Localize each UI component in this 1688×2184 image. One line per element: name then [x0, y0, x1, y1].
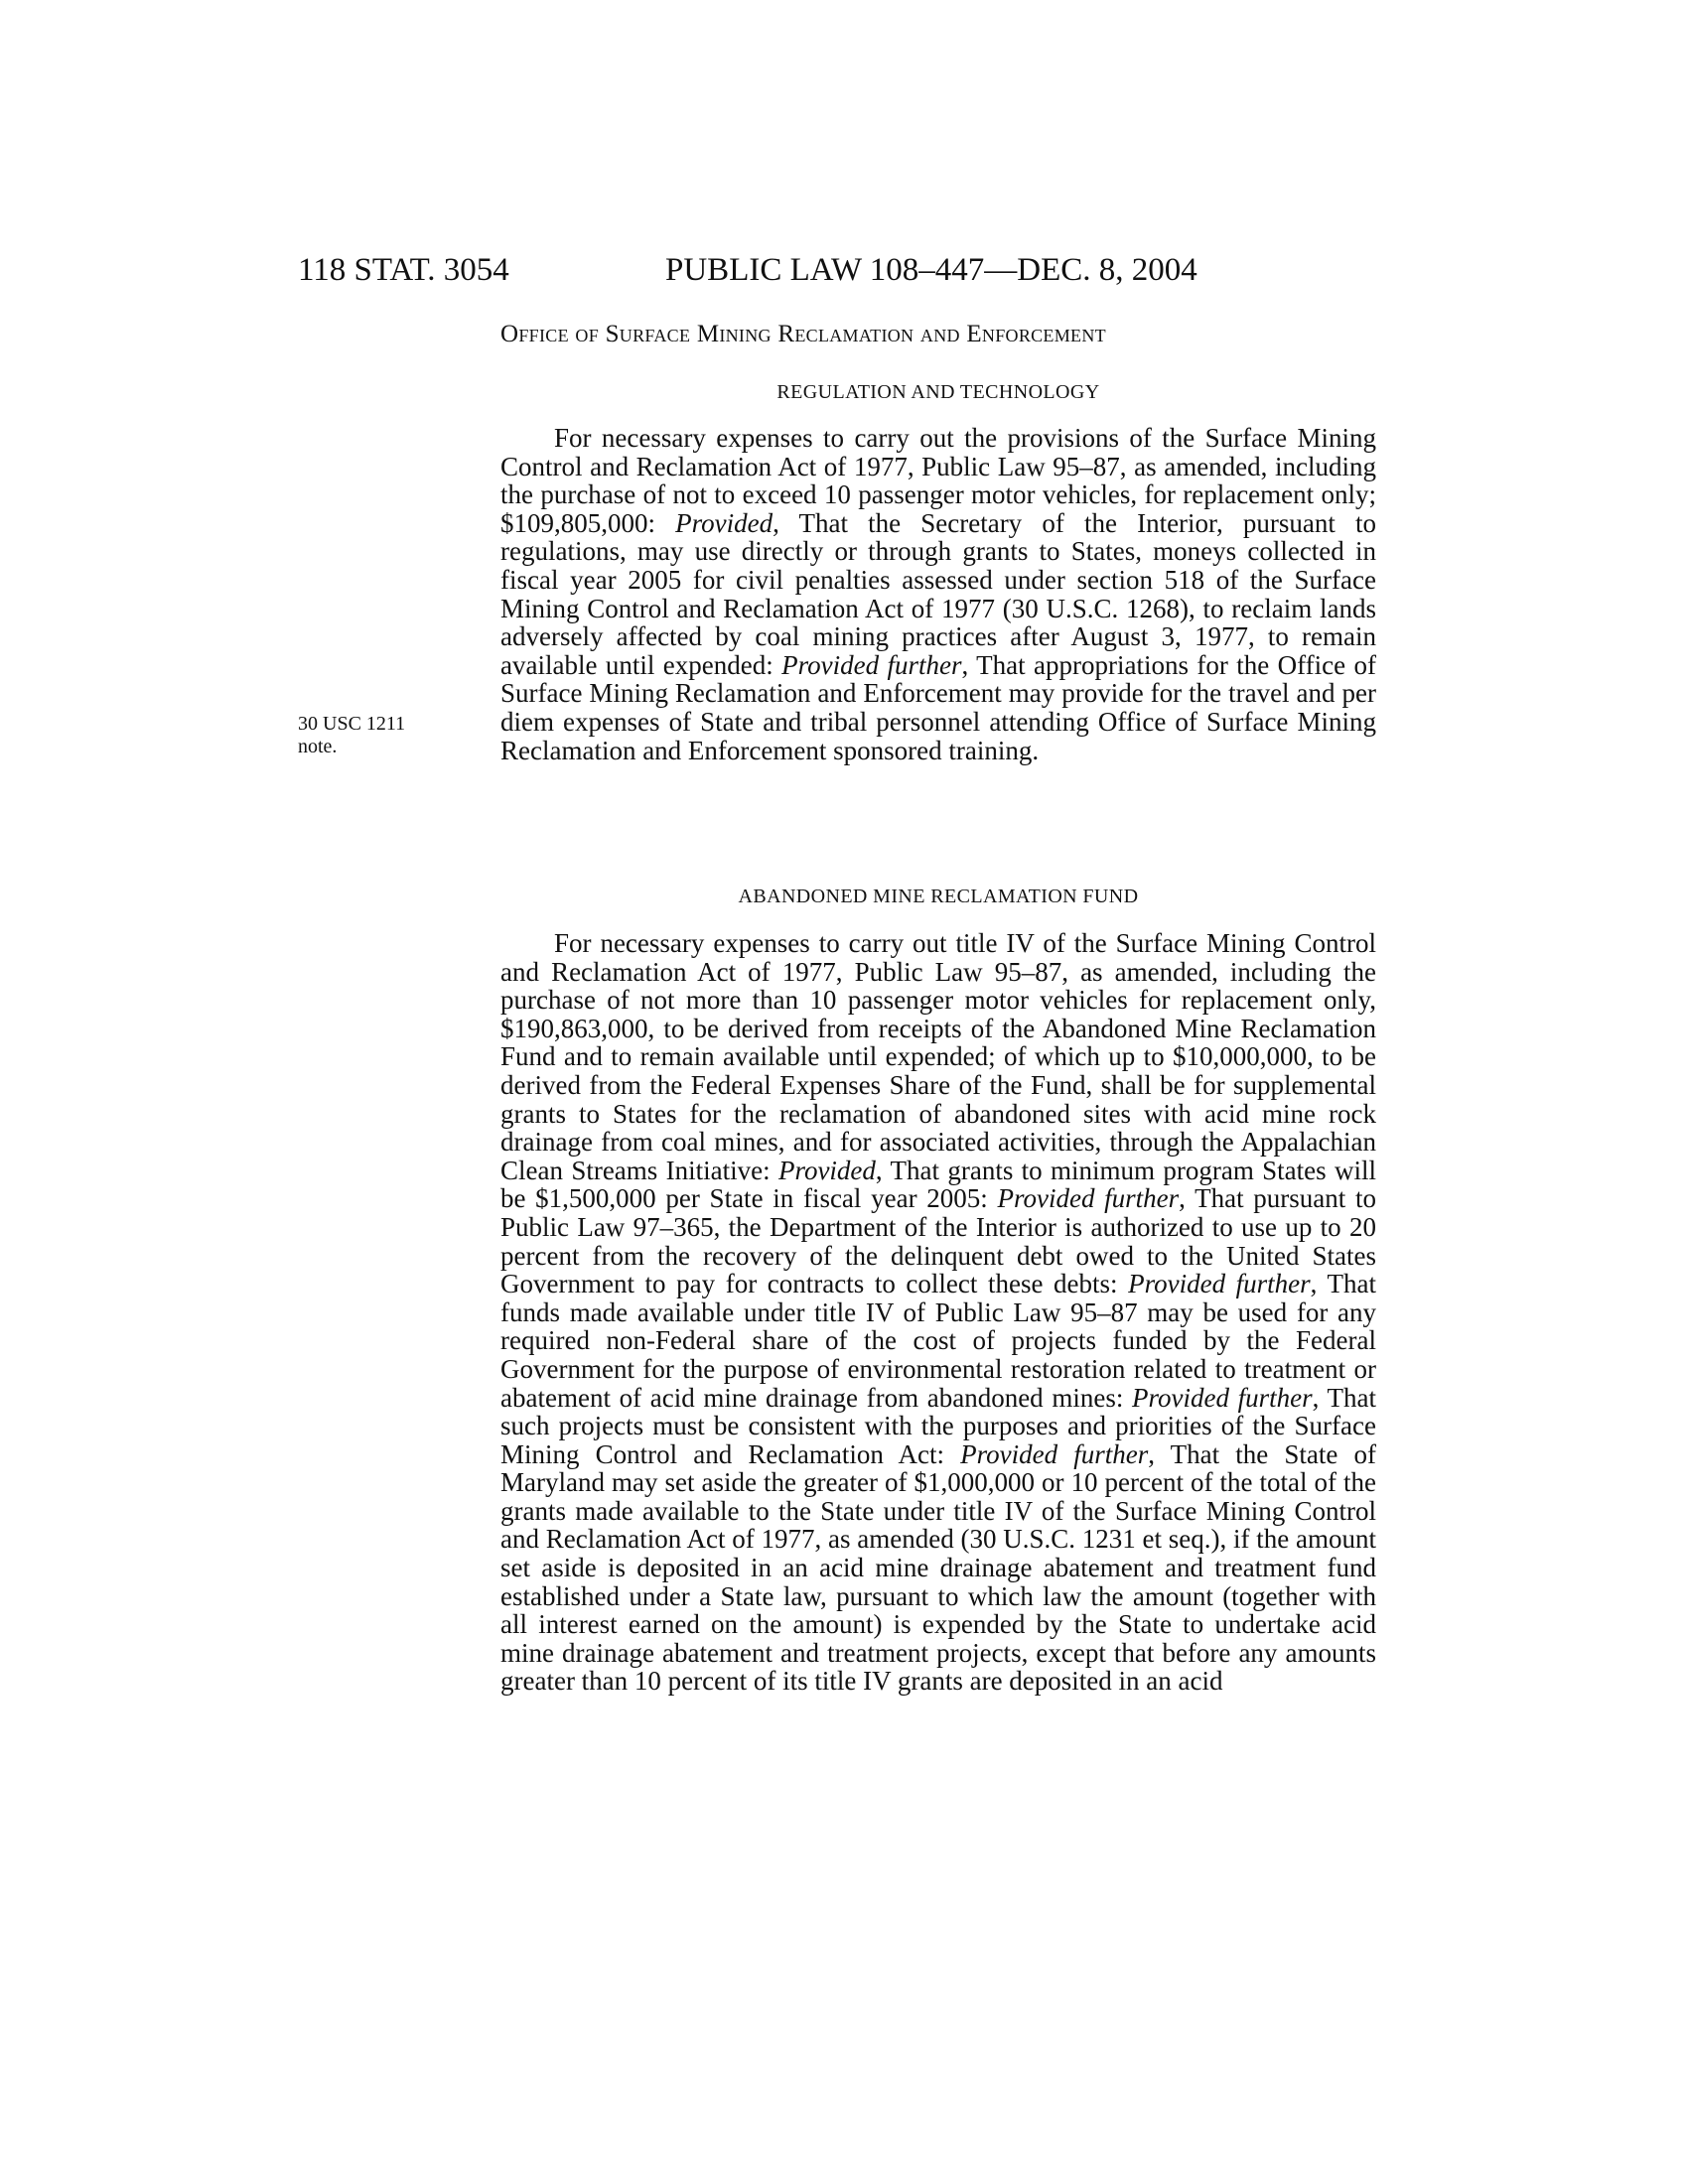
margin-note-suffix: note.	[298, 736, 338, 757]
abandoned-mine-fund-paragraph	[500, 929, 1376, 1696]
section-heading-abandoned-mine-fund: ABANDONED MINE RECLAMATION FUND	[738, 886, 1139, 907]
proviso-clause: Provided further	[1131, 1382, 1313, 1413]
body-text-run: , That the State of Maryland may set aside the greater of $1,000,000 or 10 percent of the total of the grants made available to the State under title IV of the Surface Mining Control and Reclamation Act of 1977, as amended (30 U.S.C. 1231 et seq.), if the amount set aside is deposited in an acid mine drainage abatement and treatment fund established under a State law, pursuant to which law the amount (together with all interest earned on the amount) is expended by the State to undertake acid mine drainage abatement and treatment projects, except that before any amounts greater than 10 percent of its title IV grants are deposited in an acid	[500, 1438, 1376, 1697]
proviso-clause: Provided	[675, 507, 774, 538]
margin-note	[298, 713, 467, 758]
public-law-citation: PUBLIC LAW 108–447—DEC. 8, 2004	[665, 252, 1197, 288]
body-text-run: , That appropriations for the Office of Surface Mining Reclamation and Enforcement may provide for the travel and per diem expenses of State and tribal personnel attending Office of Surface Mining Reclamation and Enforcement sponsored training.	[500, 649, 1377, 765]
proviso-clause: Provided further	[997, 1183, 1180, 1214]
margin-note-citation: 30 USC 1211	[298, 713, 406, 735]
body-text-run: For necessary expenses to carry out the provisions of the Surface Mining Control and Reclamation Act of 1977, Public Law 95–87, as amended, including the purchase of not to exceed 10 passenger motor vehicles, for replacement only; $109,805,000:	[500, 423, 1376, 538]
body-text-run: , That pursuant to Public Law 97–365, the Department of the Interior is authorized to use up to 20 percent from the recovery of the delinquent debt owed to the United States Government to pay for contracts to collect these debts:	[500, 1183, 1376, 1299]
body-text-run: , That funds made available under title IV of Public Law 95–87 may be used for any required non-Federal share of the cost of projects funded by the Federal Government for the purpose of environmental restoration related to treatment or abatement of acid mine drainage from abandoned mines:	[500, 1269, 1377, 1413]
body-text-run: , That such projects must be consistent with the purposes and priorities of the Surface Mining Control and Reclamation Act:	[500, 1382, 1377, 1469]
proviso-clause: Provided further	[960, 1438, 1149, 1469]
proviso-clause: Provided further	[1128, 1269, 1311, 1299]
page-header	[298, 250, 1291, 290]
proviso-clause: Provided	[777, 1155, 876, 1185]
body-text-run: , That the Secretary of the Interior, pursuant to regulations, may use directly or through grants to States, moneys collected in fiscal year 2005 for civil penalties assessed under section 518 of the Surface Mining Control and Reclamation Act of 1977 (30 U.S.C. 1268), to reclaim lands adversely affected by coal mining practices after August 3, 1977, to remain available until expended:	[500, 507, 1376, 680]
agency-heading: Office of Surface Mining Reclamation and Enforcement	[500, 321, 1106, 347]
body-text-run: For necessary expenses to carry out title IV of the Surface Mining Control and Reclamation Act of 1977, Public Law 95–87, as amended, including the purchase of not more than 10 passenger motor vehicles for replacement only, $190,863,000, to be derived from receipts of the Abandoned Mine Reclamation Fund and to remain available until expended; of which up to $10,000,000, to be derived from the Federal Expenses Share of the Fund, shall be for supplemental grants to States for the reclamation of abandoned sites with acid mine rock drainage from coal mines, and for associated activities, through the Appalachian Clean Streams Initiative:	[500, 928, 1376, 1185]
body-text-run: , That grants to minimum program States will be $1,500,000 per State in fiscal year 2005:	[500, 1155, 1376, 1214]
section-heading-regulation-technology: REGULATION AND TECHNOLOGY	[776, 381, 1100, 403]
regulation-technology-paragraph	[500, 424, 1376, 764]
statute-page-number: 118 STAT. 3054	[298, 252, 509, 288]
proviso-clause: Provided further	[781, 649, 962, 680]
